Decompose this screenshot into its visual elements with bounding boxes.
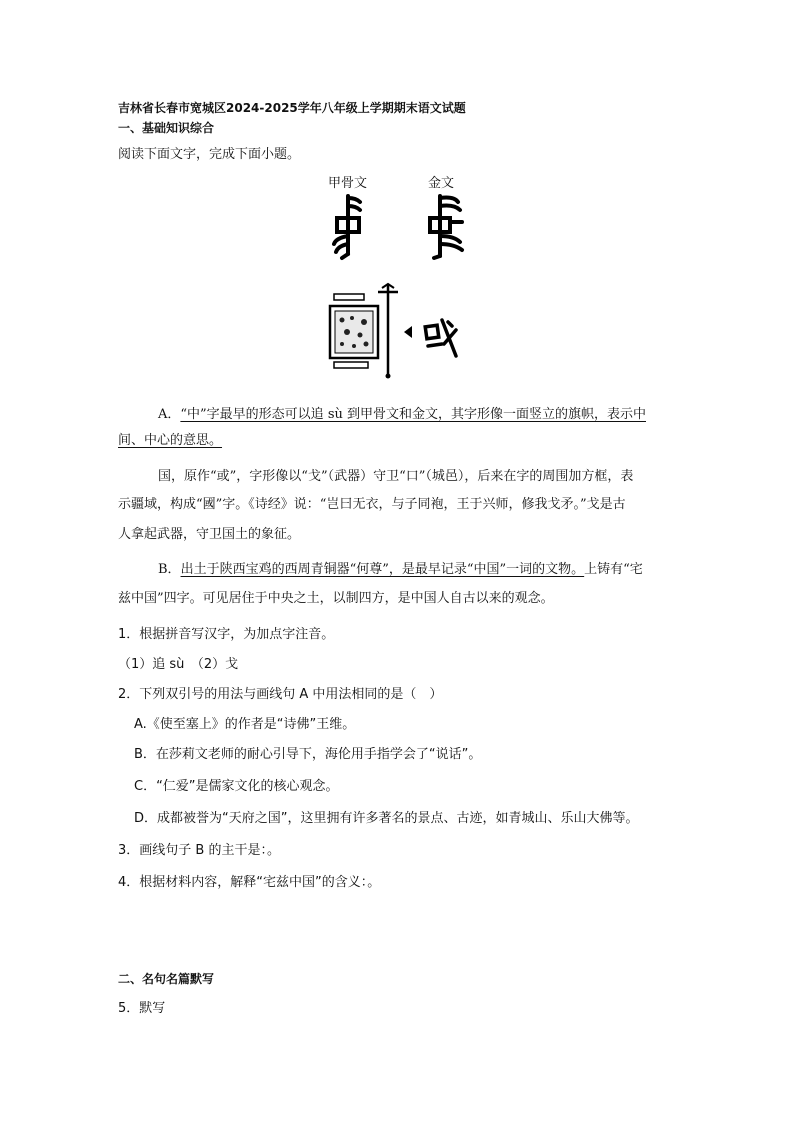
- passage-b-line-1: [158, 561, 643, 579]
- question-4: 4．根据材料内容，解释“宅兹中国”的含义：。: [118, 875, 381, 890]
- exam-title: 吉林省长春市宽城区2024-2025学年八年级上学期期末语文试题: [118, 101, 466, 115]
- passage-2-line-3: 人拿起武器，守卫国土的象征。: [118, 527, 301, 542]
- question-2-option-b: B．在莎莉文老师的耐心引导下，海伦用手指学会了“说话”。: [134, 747, 482, 762]
- underlined-sentence-b: 出土于陕西宝鸡的西周青铜器“何尊”，是最早记录“中国”一词的文物。: [180, 562, 585, 577]
- label-oracle-bone: 甲骨文: [328, 176, 368, 191]
- section-title-2: 二、名句名篇默写: [118, 972, 215, 986]
- question-2-option-c: C．“仁爱”是儒家文化的核心观念。: [134, 779, 339, 794]
- question-3: 3．画线句子 B 的主干是：。: [118, 843, 280, 858]
- passage-a-line-1: [158, 406, 646, 424]
- question-1-items: （1）追 sù （2）戈: [118, 657, 239, 672]
- question-2-option-d: D．成都被誉为“天府之国”，这里拥有许多著名的景点、古迹，如青城山、乐山大佛等。: [134, 811, 639, 826]
- question-2: 2．下列双引号的用法与画线句 A 中用法相同的是（ ）: [118, 687, 443, 702]
- passage-a-label: A．: [158, 407, 181, 422]
- question-1: 1．根据拼音写汉字，为加点字注音。: [118, 627, 335, 642]
- question-2-option-a: A.《使至塞上》的作者是“诗佛”王维。: [134, 717, 356, 732]
- underlined-sentence-a: “中”字最早的形态可以追 sù 到甲骨文和金文，其字形像一面竖立的旗帜，表示中: [180, 407, 646, 422]
- question-5: 5．默写: [118, 1001, 166, 1016]
- passage-b-rest: 上铸有“宅: [584, 562, 643, 577]
- label-bronze: 金文: [428, 176, 455, 191]
- bronze-zhong-glyph: [424, 192, 468, 260]
- passage-2-line-1: 国，原作“或”，字形像以“戈”（武器）守卫“口”（城邑），后来在字的周围加方框，表: [158, 469, 634, 484]
- passage-2-line-2: 示疆域，构成“國”字。《诗经》说：“岂曰无衣，与子同袍，王于兴师，修我戈矛。”戈是古: [118, 497, 626, 512]
- territory-halberd-illustration: [322, 280, 472, 380]
- section-title-1: 一、基础知识综合: [118, 121, 215, 135]
- passage-b-label: B．: [158, 562, 181, 577]
- reading-instruction: 阅读下面文字，完成下面小题。: [118, 147, 301, 162]
- oracle-zhong-glyph: [328, 192, 368, 260]
- passage-b-line-2: 兹中国”四字。可见居住于中央之土，以制四方，是中国人自古以来的观念。: [118, 591, 554, 606]
- passage-a-line-2: 间、中心的意思。: [118, 433, 223, 448]
